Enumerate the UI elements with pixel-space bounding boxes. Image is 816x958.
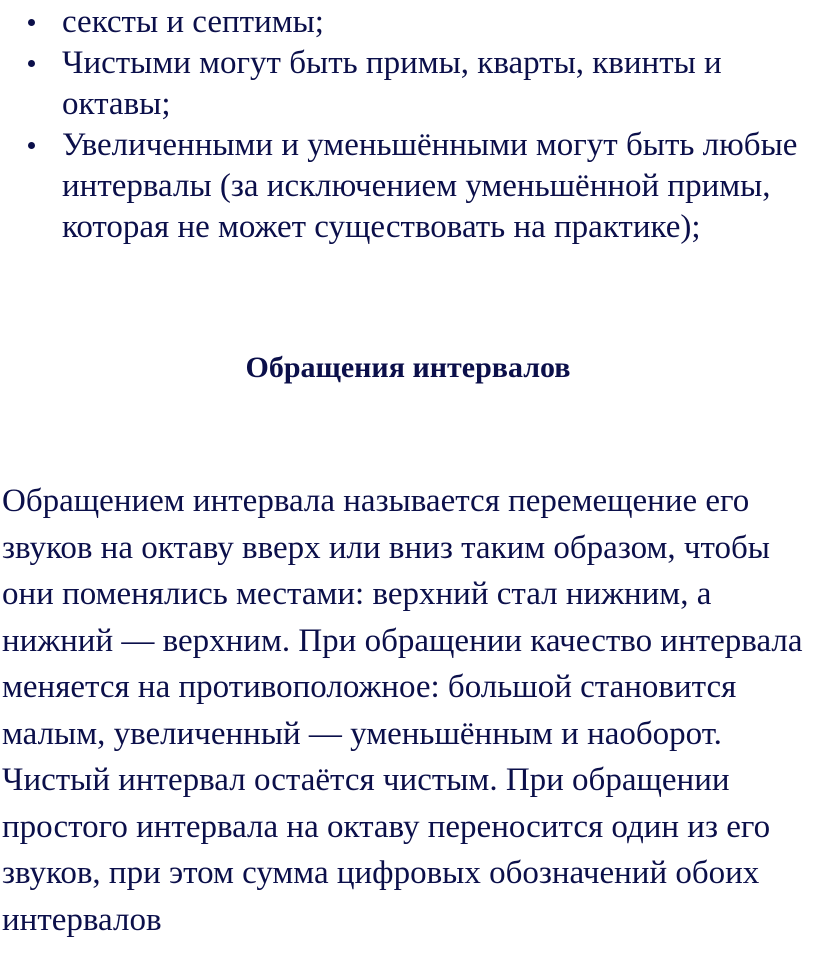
list-item: [0, 43, 816, 125]
list-item: [0, 2, 816, 43]
bullet-icon: [28, 60, 35, 67]
list-item-text: Увеличенными и уменьшёнными могут быть любые интервалы (за исключением уменьшённой примы, которая не может существовать на практике);: [62, 127, 798, 245]
bullet-icon: [28, 19, 35, 26]
list-item: [0, 125, 816, 248]
list-item-text: сексты и септимы;: [62, 4, 324, 40]
list-item-text: Чистыми могут быть примы, кварты, квинты и октавы;: [62, 45, 722, 122]
bullet-icon: [28, 142, 35, 149]
section-heading: Обращения интервалов: [245, 351, 571, 384]
body-paragraph: Обращением интервала называется перемещение его звуков на октаву вверх или вниз таким образом, чтобы они поменялись местами: верхний стал нижним, а нижний — верхним. При обращении качество интервала меняется на противоположное: большой становится малым, увеличенный — уменьшённым и наоборот. Чистый интервал остаётся чистым. При обращении простого интервала на октаву переносится один из его звуков, при этом сумма цифровых обозначений обоих интервалов: [2, 483, 803, 938]
bullet-list: [0, 2, 816, 248]
